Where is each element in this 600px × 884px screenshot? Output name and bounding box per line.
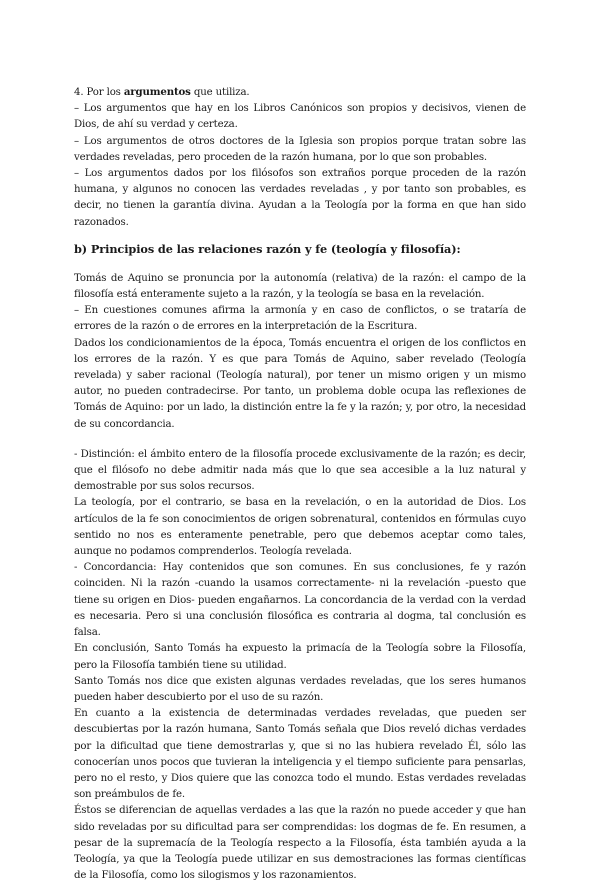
section-4-intro	[74, 84, 526, 101]
body-paragraph: En cuanto a la existencia de determinadas verdades reveladas, que pueden ser descubiertas por la razón humana, Santo Tomás señala que Dios reveló dichas verdades por la dificultad que tiene demostrarlas y, que si no las hubiera revelado Él, sólo las conocerían unos pocos que tuvieran la inteligencia y el tiempo suficiente para pensarlas, pero no el resto, y Dios quiere que las conozca todo el mundo. Estas verdades reveladas son preámbulos de fe.	[74, 708, 526, 801]
body-paragraph: - Distinción: el ámbito entero de la filosofía procede exclusivamente de la razón; es decir, que el filósofo no debe admitir nada más que lo que sea accesible a la luz natural y demostrable por sus solos recursos.	[74, 448, 526, 493]
body-paragraph: – En cuestiones comunes afirma la armonía y en caso de conflictos, o se trataría de errores de la razón o de errores en la interpretación de la Escritura.	[74, 305, 526, 333]
section-4-intro-post: que utiliza.	[190, 87, 250, 98]
section-4-intro-pre: 4. Por los	[74, 87, 124, 98]
argument-item: – Los argumentos que hay en los Libros Canónicos son propios y decisivos, vienen de Dios, de ahí su verdad y certeza.	[74, 103, 526, 131]
section-b-heading: b) Principios de las relaciones razón y fe (teología y filosofía):	[74, 241, 461, 256]
section-4-intro-bold: argumentos	[123, 86, 191, 98]
body-paragraph: Dados los condicionamientos de la época, Tomás encuentra el origen de los conflictos en los errores de la razón. Y es que para Tomás de Aquino, saber revelado (Teología revelada) y saber racional (Teología natural), por tener un mismo origen y un mismo autor, no pueden contradecirse. Por tanto, un problema doble ocupa las reflexiones de Tomás de Aquino: por un lado, la distinción entre la fe y la razón; y, por otro, la necesidad de su concordancia.	[74, 337, 526, 430]
argument-item: – Los argumentos de otros doctores de la Iglesia son propios porque tratan sobre las verdades reveladas, pero proceden de la razón humana, por lo que son probables.	[74, 135, 526, 163]
body-paragraph: En conclusión, Santo Tomás ha expuesto la primacía de la Teología sobre la Filosofía, pero la Filosofía también tiene su utilidad.	[74, 643, 526, 671]
body-paragraph: Santo Tomás nos dice que existen algunas verdades reveladas, que los seres humanos pueden haber descubierto por el uso de su razón.	[74, 675, 526, 703]
body-paragraph: La teología, por el contrario, se basa en la revelación, o en la autoridad de Dios. Los artículos de la fe son conocimientos de origen sobrenatural, contenidos en fórmulas cuyo sentido no nos es enteramente penetrable, pero que debemos aceptar como tales, aunque no podamos comprenderlos. Teología revelada.	[74, 497, 526, 558]
argument-item: – Los argumentos dados por los filósofos son extraños porque proceden de la razón humana, y algunos no conocen las verdades reveladas , y por tanto son probables, es decir, no tienen la garantía divina. Ayudan a la Teología por la forma en que han sido razonados.	[74, 168, 526, 228]
body-paragraph: Éstos se diferencian de aquellas verdades a las que la razón no puede acceder y que han sido reveladas por su dificultad para ser comprendidas: los dogmas de fe. En resumen, a pesar de la supremacía de la Teología respecto a la Filosofía, ésta también ayuda a la Teología, ya que la Teología puede utilizar en sus demostraciones las formas científicas de la Filosofía, como los silogismos y los razonamientos.	[74, 805, 526, 882]
body-paragraph: - Concordancia: Hay contenidos que son comunes. En sus conclusiones, fe y razón coinciden. Ni la razón -cuando la usamos correctamente- ni la revelación -puesto que tiene su origen en Dios- pueden engañarnos. La concordancia de la verdad con la verdad es necesaria. Pero si una conclusión filosófica es contraria al dogma, tal conclusión es falsa.	[74, 562, 526, 639]
body-paragraph: Tomás de Aquino se pronuncia por la autonomía (relativa) de la razón: el campo de la filosofía está enteramente sujeto a la razón, y la teología se basa en la revelación.	[74, 272, 526, 301]
